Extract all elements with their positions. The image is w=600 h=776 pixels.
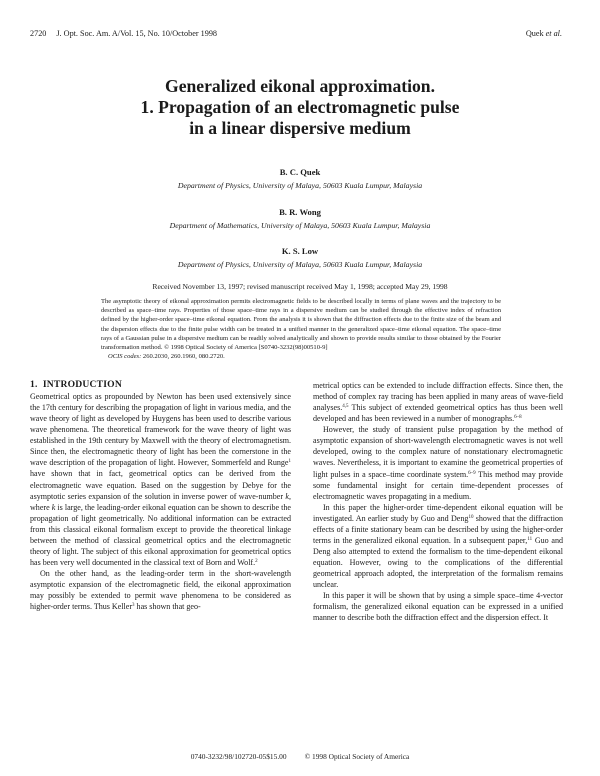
text-run: However, the study of transient pulse propagation by the method of asymptotic expansion of short-wavelength electromagnetic waves is not well developed, owing to the complex nature of nonstationary electromagnetic waves. Nevertheless, it is important to examine the geometrical properties of light pulses in a space–time coordinate system. — [313, 425, 563, 479]
page-number: 2720 — [30, 29, 47, 38]
title-line-2: 1. Propagation of an electromagnetic pulse — [140, 97, 460, 117]
text-run: In this paper the higher-order time-dependent eikonal equation will be investigated. An earlier study by Guo and Deng — [313, 502, 563, 523]
abstract-text: The asymptotic theory of eikonal approximation permits electromagnetic fields to be described locally in terms of plane waves and the trajectory to be described as space–time rays. Properties of those space–time rays in a dispersive medium can be studied through the effective index of refraction defined by the higher-order space–time eikonal equation. From the analysis it is shown that the diffraction effects due to the finite size of the beam and the dispersion effects due to the finite pulse width can be treated in a unified manner in the generalized space–time eikonal equation. The space–time rays of a Gaussian pulse in a dispersive medium can be readily solved analytically and shown to provide results similar to those obtained by the Fourier transformation method. © 1998 Optical Society of America [S0740-3232(98)00510-9] — [101, 298, 501, 352]
running-header — [30, 29, 562, 41]
author-name-3: K. S. Low — [281, 246, 319, 256]
math-variable: k — [285, 491, 289, 501]
text-run: On the other hand, as the leading-order term in the short-wavelength asymptotic expansion of the electromagnetic field, the eikonal approximation may possibly be extended to permit wave phenomena to be considered as higher-order terms. Thus Keller — [30, 569, 291, 612]
title-line-1: Generalized eikonal approximation. — [165, 76, 435, 96]
math-variable: k — [51, 502, 56, 512]
ocis-label: OCIS codes: — [108, 353, 142, 361]
reference-superscript: 6–8 — [514, 415, 522, 421]
header-left — [30, 29, 217, 38]
author-affiliation-2: Department of Mathematics, University of Malaya, 50603 Kuala Lumpur, Malaysia — [169, 221, 431, 230]
paper-title — [0, 76, 600, 139]
reference-superscript: 3 — [132, 603, 135, 609]
reference-superscript: 2 — [255, 558, 258, 564]
abstract — [101, 297, 501, 361]
text-run: , where — [30, 491, 291, 512]
text-run: have shown that in fact, geometrical optics can be derived from the electromagnetic wave equation. Based on the suggestion by Debye for the asymptotic series expansion of the solution in inverse power of wave-number — [30, 469, 291, 501]
title-line-3: in a linear dispersive medium — [189, 118, 411, 138]
text-run: This method may provide some fundamental insight for certain time-dependent processes of electromagnetic waves propagating in a medium. — [313, 469, 563, 501]
reference-superscript: 1 — [288, 459, 291, 465]
right-column — [313, 380, 563, 747]
text-run: showed that the diffraction effects of a finite stationary beam can be described by using the higher-order terms in the generalized eikonal equation. In a subsequent paper, — [313, 513, 563, 545]
author-name-1: B. C. Quek — [279, 167, 321, 177]
author-affiliation-1: Department of Physics, University of Malaya, 50603 Kuala Lumpur, Malaysia — [177, 181, 423, 190]
section-title: INTRODUCTION — [42, 379, 122, 390]
author-affiliation-3: Department of Physics, University of Malaya, 50603 Kuala Lumpur, Malaysia — [177, 260, 423, 269]
paragraph — [30, 391, 291, 568]
paragraph — [313, 502, 563, 591]
reference-superscript: 4,5 — [342, 404, 349, 410]
text-run: Guo and Deng also attempted to extend the formalism to the time-dependent eikonal equation. However, owing to the complications of the differential geometrical approach adopted, the interpretation of the formalism remains unclear. — [313, 535, 563, 590]
section-number: 1. — [30, 379, 38, 390]
text-run: This subject of extended geometrical optics has thus been well developed and has been reviewed in a number of monographs. — [313, 403, 563, 424]
ocis-line — [101, 352, 501, 361]
running-head-author: Quek — [525, 29, 544, 38]
running-head-etal: et al. — [545, 29, 562, 38]
reference-superscript: 10 — [468, 514, 474, 520]
text-run: has shown that geo- — [134, 602, 201, 612]
journal-citation: J. Opt. Soc. Am. A/Vol. 15, No. 10/October 1998 — [56, 29, 218, 38]
footer-copyright: © 1998 Optical Society of America — [304, 752, 410, 761]
footer-code: 0740-3232/98/102720-05$15.00 — [190, 752, 287, 761]
text-run: In this paper it will be shown that by using a simple space–time 4-vector formalism, the generalized eikonal equation can be expressed in a unified manner to describe both the diffraction effect and the dispersion effect. It — [313, 591, 563, 623]
left-column — [30, 391, 291, 747]
author-name-2: B. R. Wong — [279, 207, 321, 217]
ocis-codes: 260.2030, 260.1960, 080.2720. — [142, 353, 225, 361]
paragraph — [313, 424, 563, 501]
paragraph — [313, 380, 563, 424]
paragraph — [313, 590, 563, 623]
text-run: Geometrical optics as propounded by Newton has been used extensively since the 17th century for describing the propagation of light in various media, and the wave theory of light as developed by Huygens has been used to describe various wave phenomena. The theoretical framework for the wave theory of light was established in the 19th century by Maxwell with the theory of electromagnetism. Since then, the electromagnetic theory of light has been the cornerstone in the wave description of the propagation of light. However, Sommerfeld and Runge — [30, 392, 291, 468]
header-authors — [526, 29, 562, 38]
text-run: metrical optics can be extended to include diffraction effects. Since then, the method of complex ray tracing has been applied in many areas of wave-field analyses. — [313, 381, 563, 413]
section-heading — [30, 379, 122, 390]
text-run: is large, the leading-order eikonal equation can be shown to describe the propagation of light geometrically. No additional information can be extracted from this classical eikonal formalism except to provide the theoretical linkage between the method of classical geometrical optics and the electromagnetic theory of light. The subject of this eikonal approximation for geometrical optics has been very well documented in the classical text of Born and Wolf. — [30, 502, 291, 567]
page-footer — [0, 752, 600, 761]
received-dates: Received November 13, 1997; revised manuscript received May 1, 1998; accepted May 29, 1998 — [152, 282, 448, 291]
reference-superscript: 11 — [527, 536, 533, 542]
paragraph — [30, 568, 291, 612]
reference-superscript: 6–9 — [468, 470, 476, 476]
